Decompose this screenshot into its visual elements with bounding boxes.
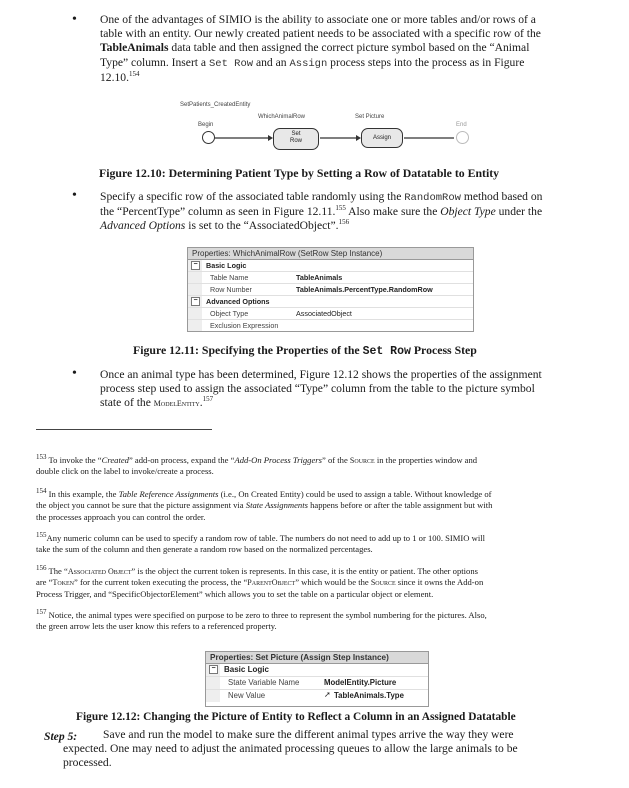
assign-step[interactable]: Assign	[361, 128, 403, 148]
figure-12-10-caption: Figure 12.10: Determining Patient Type by Setting a Row of Datatable to Entity	[99, 166, 500, 180]
setrow-step-label: WhichAnimalRow	[258, 114, 306, 120]
process-name-label: SetPatients_CreatedEntity	[180, 102, 251, 108]
properties-title: Properties: WhichAnimalRow (SetRow Step Instance)	[188, 248, 473, 260]
footnote-153: $^{153}$ To invoke the “Created” add-on process, expand the “Add-On Process Triggers” of the Source in the properties window and double click on the label to invoke/create a process.	[36, 453, 478, 477]
property-row[interactable]: Object Type AssociatedObject	[188, 308, 473, 320]
property-row[interactable]: Row Number TableAnimals.PercentType.RandomRow	[188, 284, 473, 296]
collapse-toggle-icon[interactable]: −	[209, 665, 218, 674]
properties-title: Properties: Set Picture (Assign Step Instance)	[206, 652, 428, 664]
assign-step-label: Set Picture	[355, 114, 385, 120]
referenced-property-arrow-icon: ➚	[324, 690, 331, 699]
property-row[interactable]: Exclusion Expression	[210, 321, 279, 330]
property-row[interactable]: State Variable Name ModelEntity.Picture	[206, 677, 428, 690]
step-5-line-2: expected. One may need to adjust the animated processing queues to allow the large animals to be	[63, 742, 518, 755]
group-advanced-options[interactable]: − Advanced Options	[188, 296, 473, 308]
step-5-label: Step 5:	[44, 730, 78, 743]
property-row[interactable]: New Value ➚ TableAnimals.Type	[228, 690, 404, 700]
process-flow-diagram	[180, 102, 470, 157]
paragraph-random-row: Specify a specific row of the associated table randomly using the RandomRow method based on the “PercentType” column as seen in Figure 12.11.$^{155}$ Also make sure the Object Type under the Advanced Options is set to the “AssociatedObject”.$^{156}$	[100, 190, 543, 233]
footnote-157: $^{157}$ Notice, the animal types were specified on purpose to be zero to three to represent the symbol numbering for the pictures. Also, the green arrow lets the user know this refers to a referenced property.	[36, 608, 487, 632]
collapse-toggle-icon[interactable]: −	[191, 261, 200, 270]
group-basic-logic[interactable]: − Basic Logic	[188, 260, 473, 272]
footnote-154: $^{154}$ In this example, the Table Reference Assignments (i.e., On Created Entity) could be used to assign a table. Without knowledge of the object you cannot be sure that the picture assignment via State Assignments happens before or after the table assignment but with the processes approach you can control the order.	[36, 487, 493, 522]
set-row-step[interactable]: Set Row	[273, 128, 319, 150]
footnote-156: $^{156}$ The “Associated Object” is the object the current token is represents. In this case, it is the entity or patient. The other options are “Token” for the current token executing the process, the “ParentObject” which would be the Source since it owns the Add-on Process Trigger, and “SpecificObjectorElement” which allows you to set the table on a particular object or element.	[36, 564, 484, 599]
footnote-divider	[36, 429, 212, 430]
group-basic-logic[interactable]: − Basic Logic	[206, 664, 428, 677]
step-5-line-3: processed.	[63, 756, 112, 769]
footnote-155: $^{155}$Any numeric column can be used to specify a random row of table. The numbers do not need to add up to 1 or 100. SIMIO will take the sum of the column and then generate a random row based on the normalized percentages.	[36, 531, 486, 555]
begin-label: Begin	[198, 122, 214, 128]
bullet-marker: •	[72, 12, 77, 27]
collapse-toggle-icon[interactable]: −	[191, 297, 200, 306]
figure-12-12-caption: Figure 12.12: Changing the Picture of Entity to Reflect a Column in an Assigned Datatable	[76, 711, 516, 723]
bullet-marker: •	[72, 366, 77, 381]
paragraph-assign-type: Once an animal type has been determined, Figure 12.12 shows the properties of the assignment process step used to assign the associated “Type” column from the table to the picture symbol state of the ModelEntity.$^{157}$	[100, 368, 542, 410]
property-row[interactable]: Table Name TableAnimals	[188, 272, 473, 284]
paragraph-table-association: One of the advantages of SIMIO is the ability to associate one or more tables and/or rows of a table with an entity. Our newly created patient needs to be associated with a specific row of the TableAnimals data table and then assigned the correct picture symbol based on the “Animal Type” column. Insert a Set Row and an Assign process steps into the process as in Figure 12.10.$^{154}$	[100, 13, 541, 84]
figure-12-11-caption: Figure 12.11: Specifying the Properties of the Set Row Process Step	[133, 343, 477, 358]
assign-properties-grid	[205, 651, 429, 707]
begin-node[interactable]	[202, 131, 215, 144]
step-5-line-1: Save and run the model to make sure the different animal types arrive the way they were	[103, 728, 514, 741]
setrow-properties-grid	[187, 247, 474, 332]
end-node[interactable]	[456, 131, 469, 144]
end-label: End	[456, 122, 467, 128]
flow-connectors	[180, 102, 470, 157]
bullet-marker: •	[72, 188, 77, 203]
